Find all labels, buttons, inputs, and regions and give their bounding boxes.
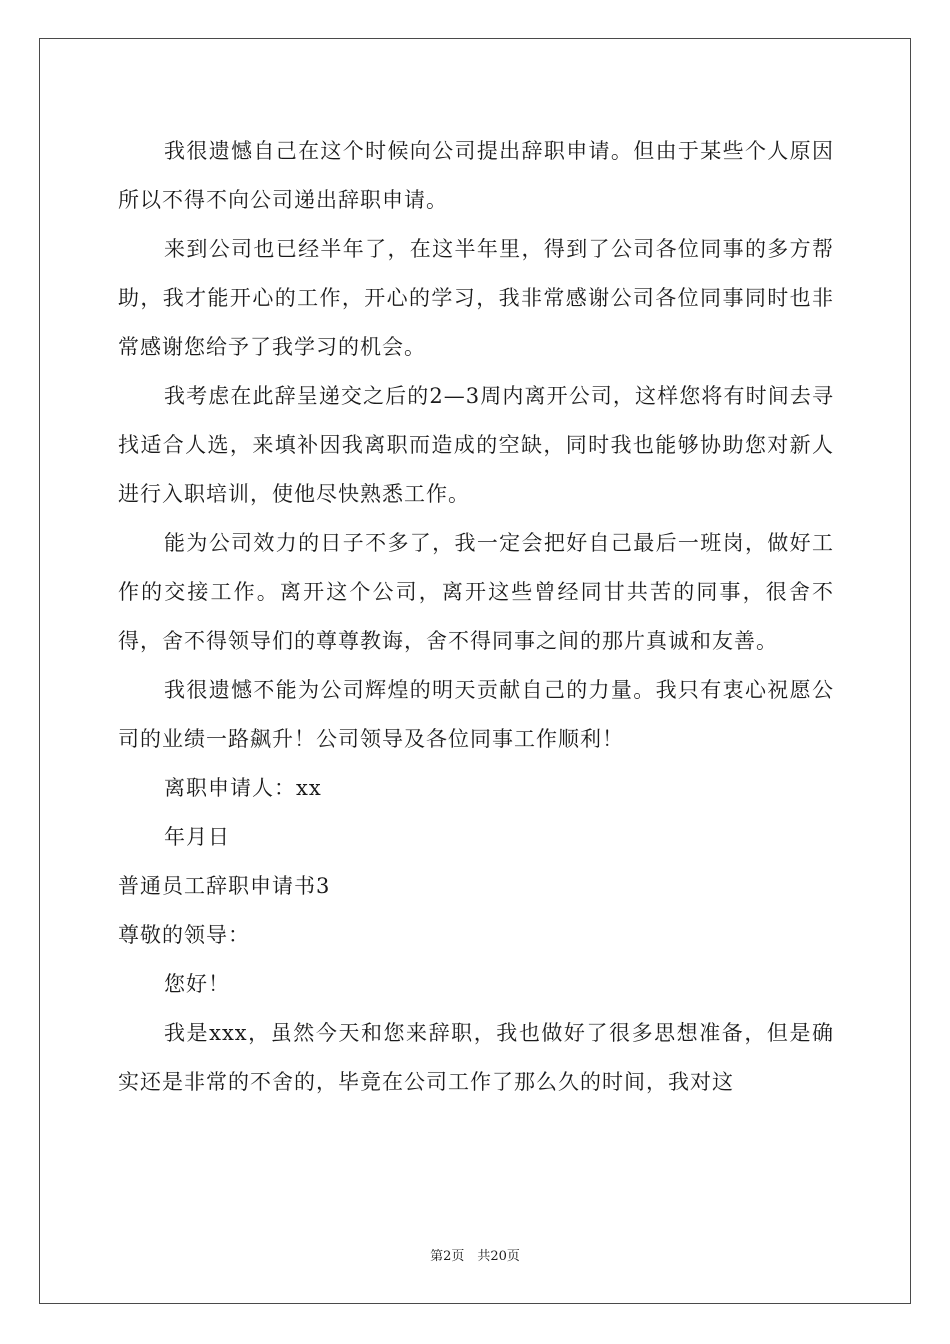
- document-body: [118, 127, 834, 1107]
- page-number: 第2页 共20页: [430, 1249, 520, 1264]
- paragraph-gratitude: 来到公司也已经半年了，在这半年里，得到了公司各位同事的多方帮助，我才能开心的工作，开心的学习，我非常感谢公司各位同事同时也非常感谢您给予了我学习的机会。: [118, 237, 834, 359]
- paragraph-resignation-reason: 我很遗憾自己在这个时候向公司提出辞职申请。但由于某些个人原因所以不得不向公司递出辞职申请。: [118, 139, 834, 212]
- paragraph-intro: 我是xxx，虽然今天和您来辞职，我也做好了很多思想准备，但是确实还是非常的不舍的，毕竟在公司工作了那么久的时间，我对这: [118, 1021, 834, 1094]
- section-heading: 普通员工辞职申请书3: [118, 874, 331, 898]
- paragraph-handover: 能为公司效力的日子不多了，我一定会把好自己最后一班岗，做好工作的交接工作。离开这个公司，离开这些曾经同甘共苦的同事，很舍不得，舍不得领导们的尊尊教诲，舍不得同事之间的那片真诚和友善。: [118, 531, 834, 653]
- applicant-line: 离职申请人：xx: [164, 776, 322, 800]
- salutation: 尊敬的领导：: [118, 923, 250, 947]
- greeting: 您好！: [164, 972, 230, 996]
- date-line: 年月日: [164, 825, 230, 849]
- paragraph-leave-plan: 我考虑在此辞呈递交之后的2—3周内离开公司，这样您将有时间去寻找适合人选，来填补因我离职而造成的空缺，同时我也能够协助您对新人进行入职培训，使他尽快熟悉工作。: [118, 384, 834, 506]
- paragraph-best-wishes: 我很遗憾不能为公司辉煌的明天贡献自己的力量。我只有衷心祝愿公司的业绩一路飙升！公司领导及各位同事工作顺利！: [118, 678, 834, 751]
